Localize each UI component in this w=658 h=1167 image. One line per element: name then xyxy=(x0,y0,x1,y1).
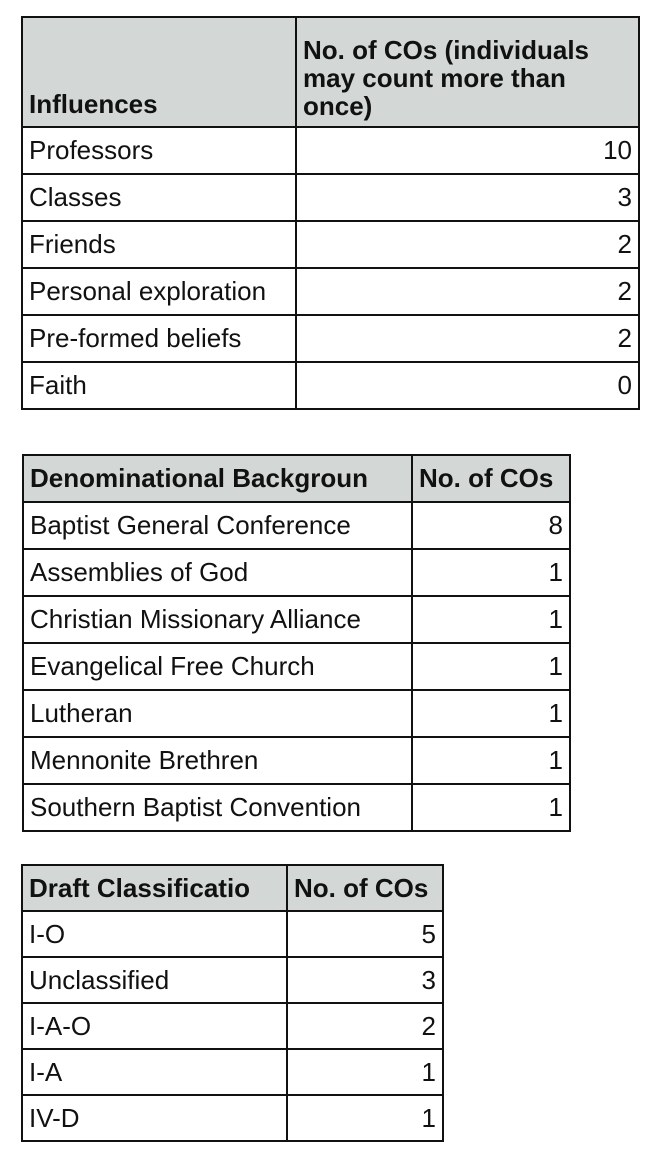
row-label: Professors xyxy=(22,127,296,174)
column-header-influences: Influences xyxy=(22,17,296,127)
table-row xyxy=(22,1049,443,1095)
table-row xyxy=(23,784,570,831)
column-header-count: No. of COs (individuals may count more than once) xyxy=(296,17,639,127)
row-label: Personal exploration xyxy=(22,268,296,315)
row-label: I-A xyxy=(22,1049,287,1095)
row-value: 8 xyxy=(412,502,570,549)
row-value: 0 xyxy=(296,362,639,409)
table-row xyxy=(23,737,570,784)
row-label: Southern Baptist Convention xyxy=(23,784,412,831)
table-row xyxy=(23,643,570,690)
row-value: 1 xyxy=(412,549,570,596)
row-label: Classes xyxy=(22,174,296,221)
row-label: Unclassified xyxy=(22,957,287,1003)
draft-classification-table xyxy=(21,864,444,1142)
row-value: 1 xyxy=(412,784,570,831)
column-header-draft-classification: Draft Classificatio xyxy=(22,865,287,911)
row-value: 1 xyxy=(412,690,570,737)
table-row xyxy=(22,1003,443,1049)
table-header-row xyxy=(22,865,443,911)
table-header-row xyxy=(23,455,570,502)
column-header-count: No. of COs xyxy=(412,455,570,502)
table-row xyxy=(22,174,639,221)
row-value: 1 xyxy=(287,1095,443,1141)
row-value: 2 xyxy=(287,1003,443,1049)
row-value: 2 xyxy=(296,221,639,268)
row-value: 2 xyxy=(296,315,639,362)
row-value: 5 xyxy=(287,911,443,957)
row-value: 3 xyxy=(296,174,639,221)
row-label: Evangelical Free Church xyxy=(23,643,412,690)
row-label: Pre-formed beliefs xyxy=(22,315,296,362)
row-label: Assemblies of God xyxy=(23,549,412,596)
row-label: IV-D xyxy=(22,1095,287,1141)
table-row xyxy=(22,362,639,409)
row-label: Friends xyxy=(22,221,296,268)
table-row xyxy=(23,690,570,737)
table-row xyxy=(22,957,443,1003)
row-value: 1 xyxy=(412,737,570,784)
table-row xyxy=(22,315,639,362)
row-value: 1 xyxy=(287,1049,443,1095)
row-label: Christian Missionary Alliance xyxy=(23,596,412,643)
table-row xyxy=(22,221,639,268)
row-label: Faith xyxy=(22,362,296,409)
column-header-denomination: Denominational Backgroun xyxy=(23,455,412,502)
table-row xyxy=(23,502,570,549)
row-value: 1 xyxy=(412,643,570,690)
row-value: 10 xyxy=(296,127,639,174)
row-label: I-A-O xyxy=(22,1003,287,1049)
row-value: 3 xyxy=(287,957,443,1003)
column-header-count: No. of COs xyxy=(287,865,443,911)
table-row xyxy=(22,127,639,174)
row-label: Baptist General Conference xyxy=(23,502,412,549)
row-value: 2 xyxy=(296,268,639,315)
table-header-row xyxy=(22,17,639,127)
row-value: 1 xyxy=(412,596,570,643)
table-row xyxy=(22,268,639,315)
row-label: Mennonite Brethren xyxy=(23,737,412,784)
row-label: Lutheran xyxy=(23,690,412,737)
table-row xyxy=(23,549,570,596)
table-row xyxy=(22,911,443,957)
denomination-table xyxy=(22,454,571,832)
table-row xyxy=(22,1095,443,1141)
influences-table xyxy=(21,16,640,410)
row-label: I-O xyxy=(22,911,287,957)
table-row xyxy=(23,596,570,643)
